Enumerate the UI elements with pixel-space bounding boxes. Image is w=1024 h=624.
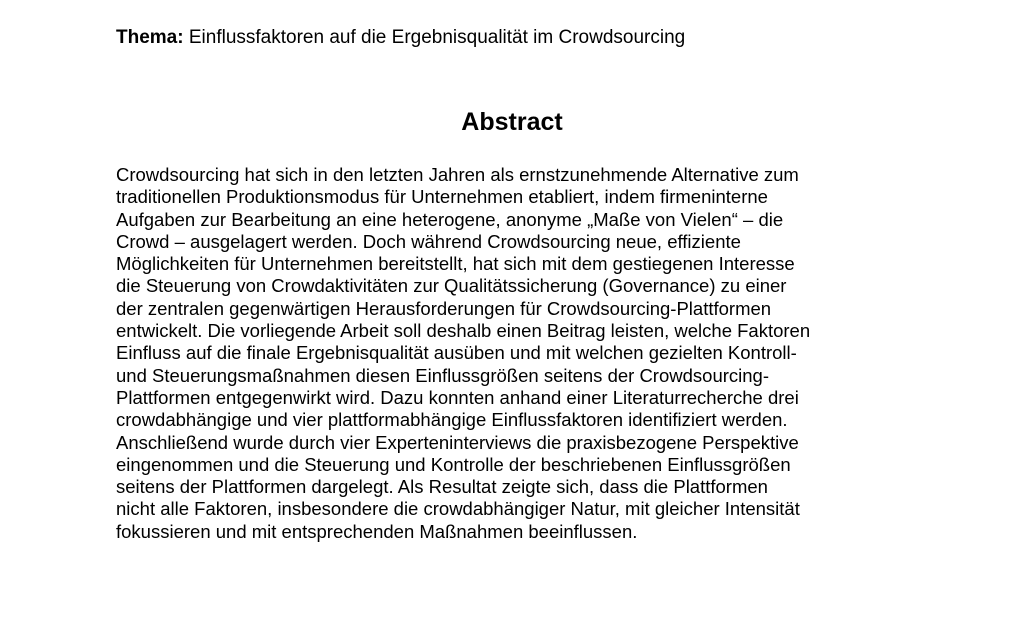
abstract-line: crowdabhängige und vier plattformabhängige Einflussfaktoren identifiziert werden.	[116, 409, 788, 431]
topic-line	[116, 26, 685, 50]
abstract-line: eingenommen und die Steuerung und Kontrolle der beschriebenen Einflussgrößen	[116, 453, 791, 475]
topic-value: Einflussfaktoren auf die Ergebnisqualität im Crowdsourcing	[188, 27, 686, 48]
abstract-line: Anschließend wurde durch vier Experteninterviews die praxisbezogene Perspektive	[116, 431, 799, 453]
abstract-line: entwickelt. Die vorliegende Arbeit soll deshalb einen Beitrag leisten, welche Faktoren	[116, 320, 811, 342]
abstract-heading: Abstract	[461, 108, 563, 136]
abstract-line: der zentralen gegenwärtigen Herausforderungen für Crowdsourcing-Plattformen	[116, 297, 772, 319]
abstract-paragraph	[116, 164, 916, 543]
abstract-line: Crowd – ausgelagert werden. Doch während Crowdsourcing neue, effiziente	[116, 230, 741, 252]
abstract-line: Aufgaben zur Bearbeitung an eine heterogene, anonyme „Maße von Vielen“ – die	[116, 208, 784, 230]
abstract-line: nicht alle Faktoren, insbesondere die crowdabhängiger Natur, mit gleicher Intensität	[116, 498, 800, 520]
abstract-line: und Steuerungsmaßnahmen diesen Einflussgrößen seitens der Crowdsourcing-	[116, 364, 769, 386]
abstract-line: Plattformen entgegenwirkt wird. Dazu konnten anhand einer Literaturrecherche drei	[116, 386, 799, 408]
abstract-line: traditionellen Produktionsmodus für Unternehmen etabliert, indem firmeninterne	[116, 186, 768, 208]
abstract-line: Crowdsourcing hat sich in den letzten Jahren als ernstzunehmende Alternative zum	[116, 164, 799, 185]
abstract-line: fokussieren und mit entsprechenden Maßnahmen beeinflussen.	[116, 520, 638, 542]
abstract-line: Einfluss auf die finale Ergebnisqualität ausüben und mit welchen gezielten Kontroll-	[116, 342, 797, 364]
abstract-line: Möglichkeiten für Unternehmen bereitstellt, hat sich mit dem gestiegenen Interesse	[116, 253, 795, 275]
topic-label: Thema:	[116, 27, 184, 48]
abstract-line: seitens der Plattformen dargelegt. Als Resultat zeigte sich, dass die Plattformen	[116, 476, 768, 498]
abstract-line: die Steuerung von Crowdaktivitäten zur Qualitätssicherung (Governance) zu einer	[116, 275, 787, 297]
